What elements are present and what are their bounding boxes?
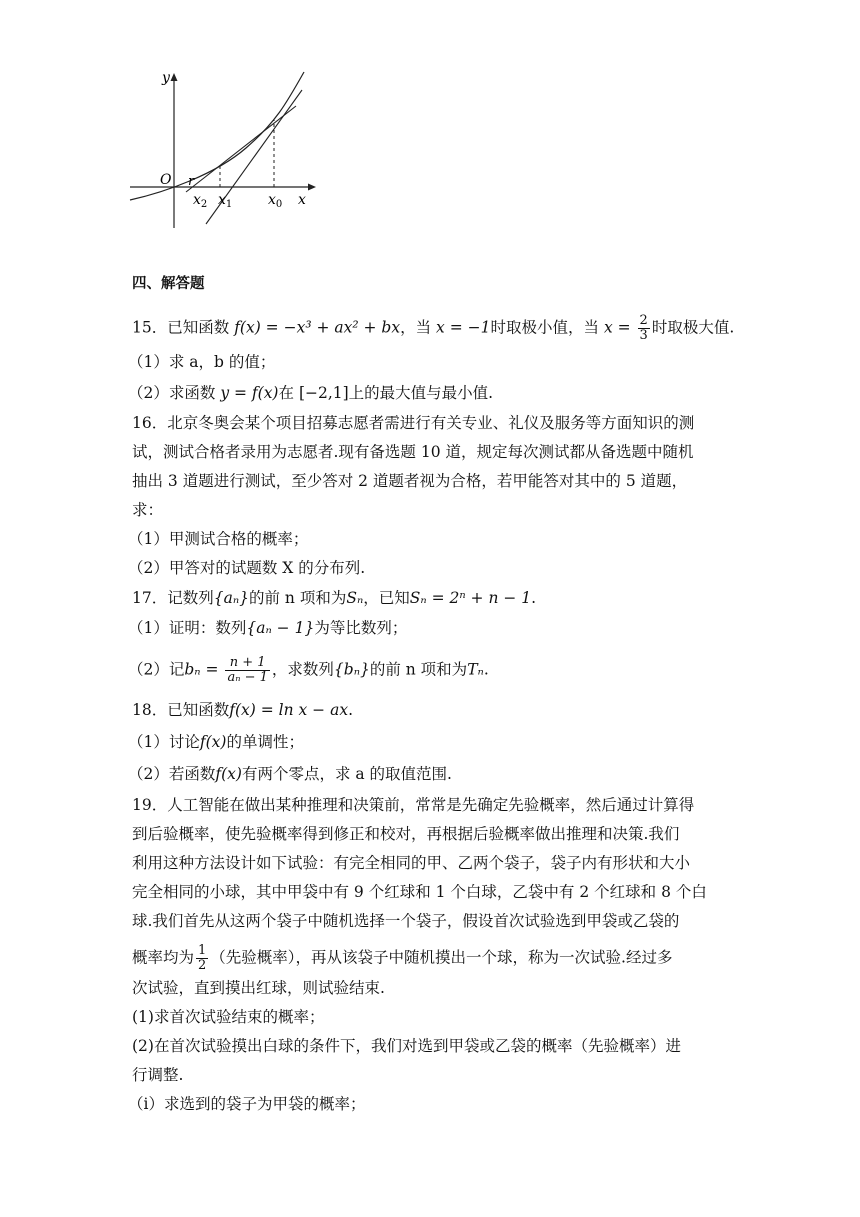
tangent-line-1 (186, 106, 296, 192)
q16-part1: （1）甲测试合格的概率； (128, 530, 309, 548)
q17-part1: （1）证明：数列{aₙ − 1}为等比数列； (128, 619, 408, 637)
q19-line5: 球.我们首先从这两个袋子中随机选择一个袋子，假设首次试验选到甲袋或乙袋的 (132, 912, 680, 930)
q16-line3: 抽出 3 道题进行测试，至少答对 2 道题者视为合格，若甲能答对其中的 5 道题， (132, 472, 688, 490)
x-axis-arrow (308, 184, 316, 191)
q16-line4: 求： (132, 501, 164, 519)
q16-line1: 16．北京冬奥会某个项目招募志愿者需进行有关专业、礼仪及服务等方面知识的测 (132, 414, 695, 432)
label-x2: $x_2$ (193, 192, 208, 210)
q16-line2: 试，测试合格者录用为志愿者.现有备选题 10 道，规定每次测试都从备选题中随机 (132, 443, 694, 461)
label-x0: $x_0$ (268, 192, 283, 210)
y-axis-arrow (171, 73, 178, 81)
section-title: 四、解答题 (132, 276, 205, 292)
q19-line4: 完全相同的小球，其中甲袋中有 9 个红球和 1 个白球，乙袋中有 2 个红球和 8 个白 (132, 883, 707, 901)
fraction-two-thirds: $\frac{2}{3}$ (639, 313, 648, 343)
q19-part2-line2: 行调整. (132, 1066, 184, 1084)
q19-line1: 19．人工智能在做出某种推理和决策前，常常是先确定先验概率，然后通过计算得 (132, 796, 695, 814)
q15-stem: 15．已知函数 f(x) = −x³ + ax² + bx，当 x = −1时取极小值，当 x = $\frac{2}{3}$ 时取极大值. (132, 313, 735, 343)
q17-part2: （2）记bₙ = $\frac{n + 1}{\text{aₙ − 1}}$ ，求数列{bₙ}的前 n 项和为Tₙ. (128, 655, 489, 685)
label-origin: O (160, 172, 172, 188)
q19-part-i: （i）求选到的袋子为甲袋的概率； (128, 1095, 366, 1113)
q19-line3: 利用这种方法设计如下试验：有完全相同的甲、乙两个袋子，袋子内有形状和大小 (132, 854, 691, 872)
q15-part1: （1）求 a，b 的值； (128, 353, 276, 371)
q18-stem: 18．已知函数f(x) = ln x − ax. (132, 701, 354, 719)
label-x1: $x_1$ (218, 192, 233, 210)
function-curve (130, 72, 304, 200)
q16-part2: （2）甲答对的试题数 X 的分布列. (128, 559, 366, 577)
q18-part2: （2）若函数f(x)有两个零点，求 a 的取值范围. (128, 765, 452, 783)
fraction-bn: $\frac{n + 1}{\text{aₙ − 1}}$ (227, 655, 268, 685)
q19-line7: 次试验，直到摸出红球，则试验结束. (132, 979, 385, 997)
function-graph-figure (126, 64, 326, 236)
q19-line6: 概率均为 $\frac{1}{2}$ （先验概率），再从该袋子中随机摸出一个球，称为一次试验.经过多 (132, 943, 673, 973)
q18-part1: （1）讨论f(x)的单调性； (128, 733, 304, 751)
q19-part2-line1: (2)在首次试验摸出白球的条件下，我们对选到甲袋或乙袋的概率（先验概率）进 (132, 1037, 681, 1055)
label-y: y (162, 70, 170, 86)
q19-part1: (1)求首次试验结束的概率； (132, 1008, 325, 1026)
q19-line2: 到后验概率，使先验概率得到修正和校对，再根据后验概率做出推理和决策.我们 (132, 825, 680, 843)
fraction-one-half: $\frac{1}{2}$ (198, 943, 207, 973)
q15-part2: （2）求函数 y = f(x)在 [−2,1]上的最大值与最小值. (128, 384, 494, 402)
graph-svg (126, 64, 326, 236)
label-r: r (188, 174, 195, 189)
q17-stem: 17．记数列{aₙ}的前 n 项和为Sₙ，已知Sₙ = 2ⁿ + n − 1. (132, 589, 537, 607)
label-x: x (298, 192, 306, 208)
